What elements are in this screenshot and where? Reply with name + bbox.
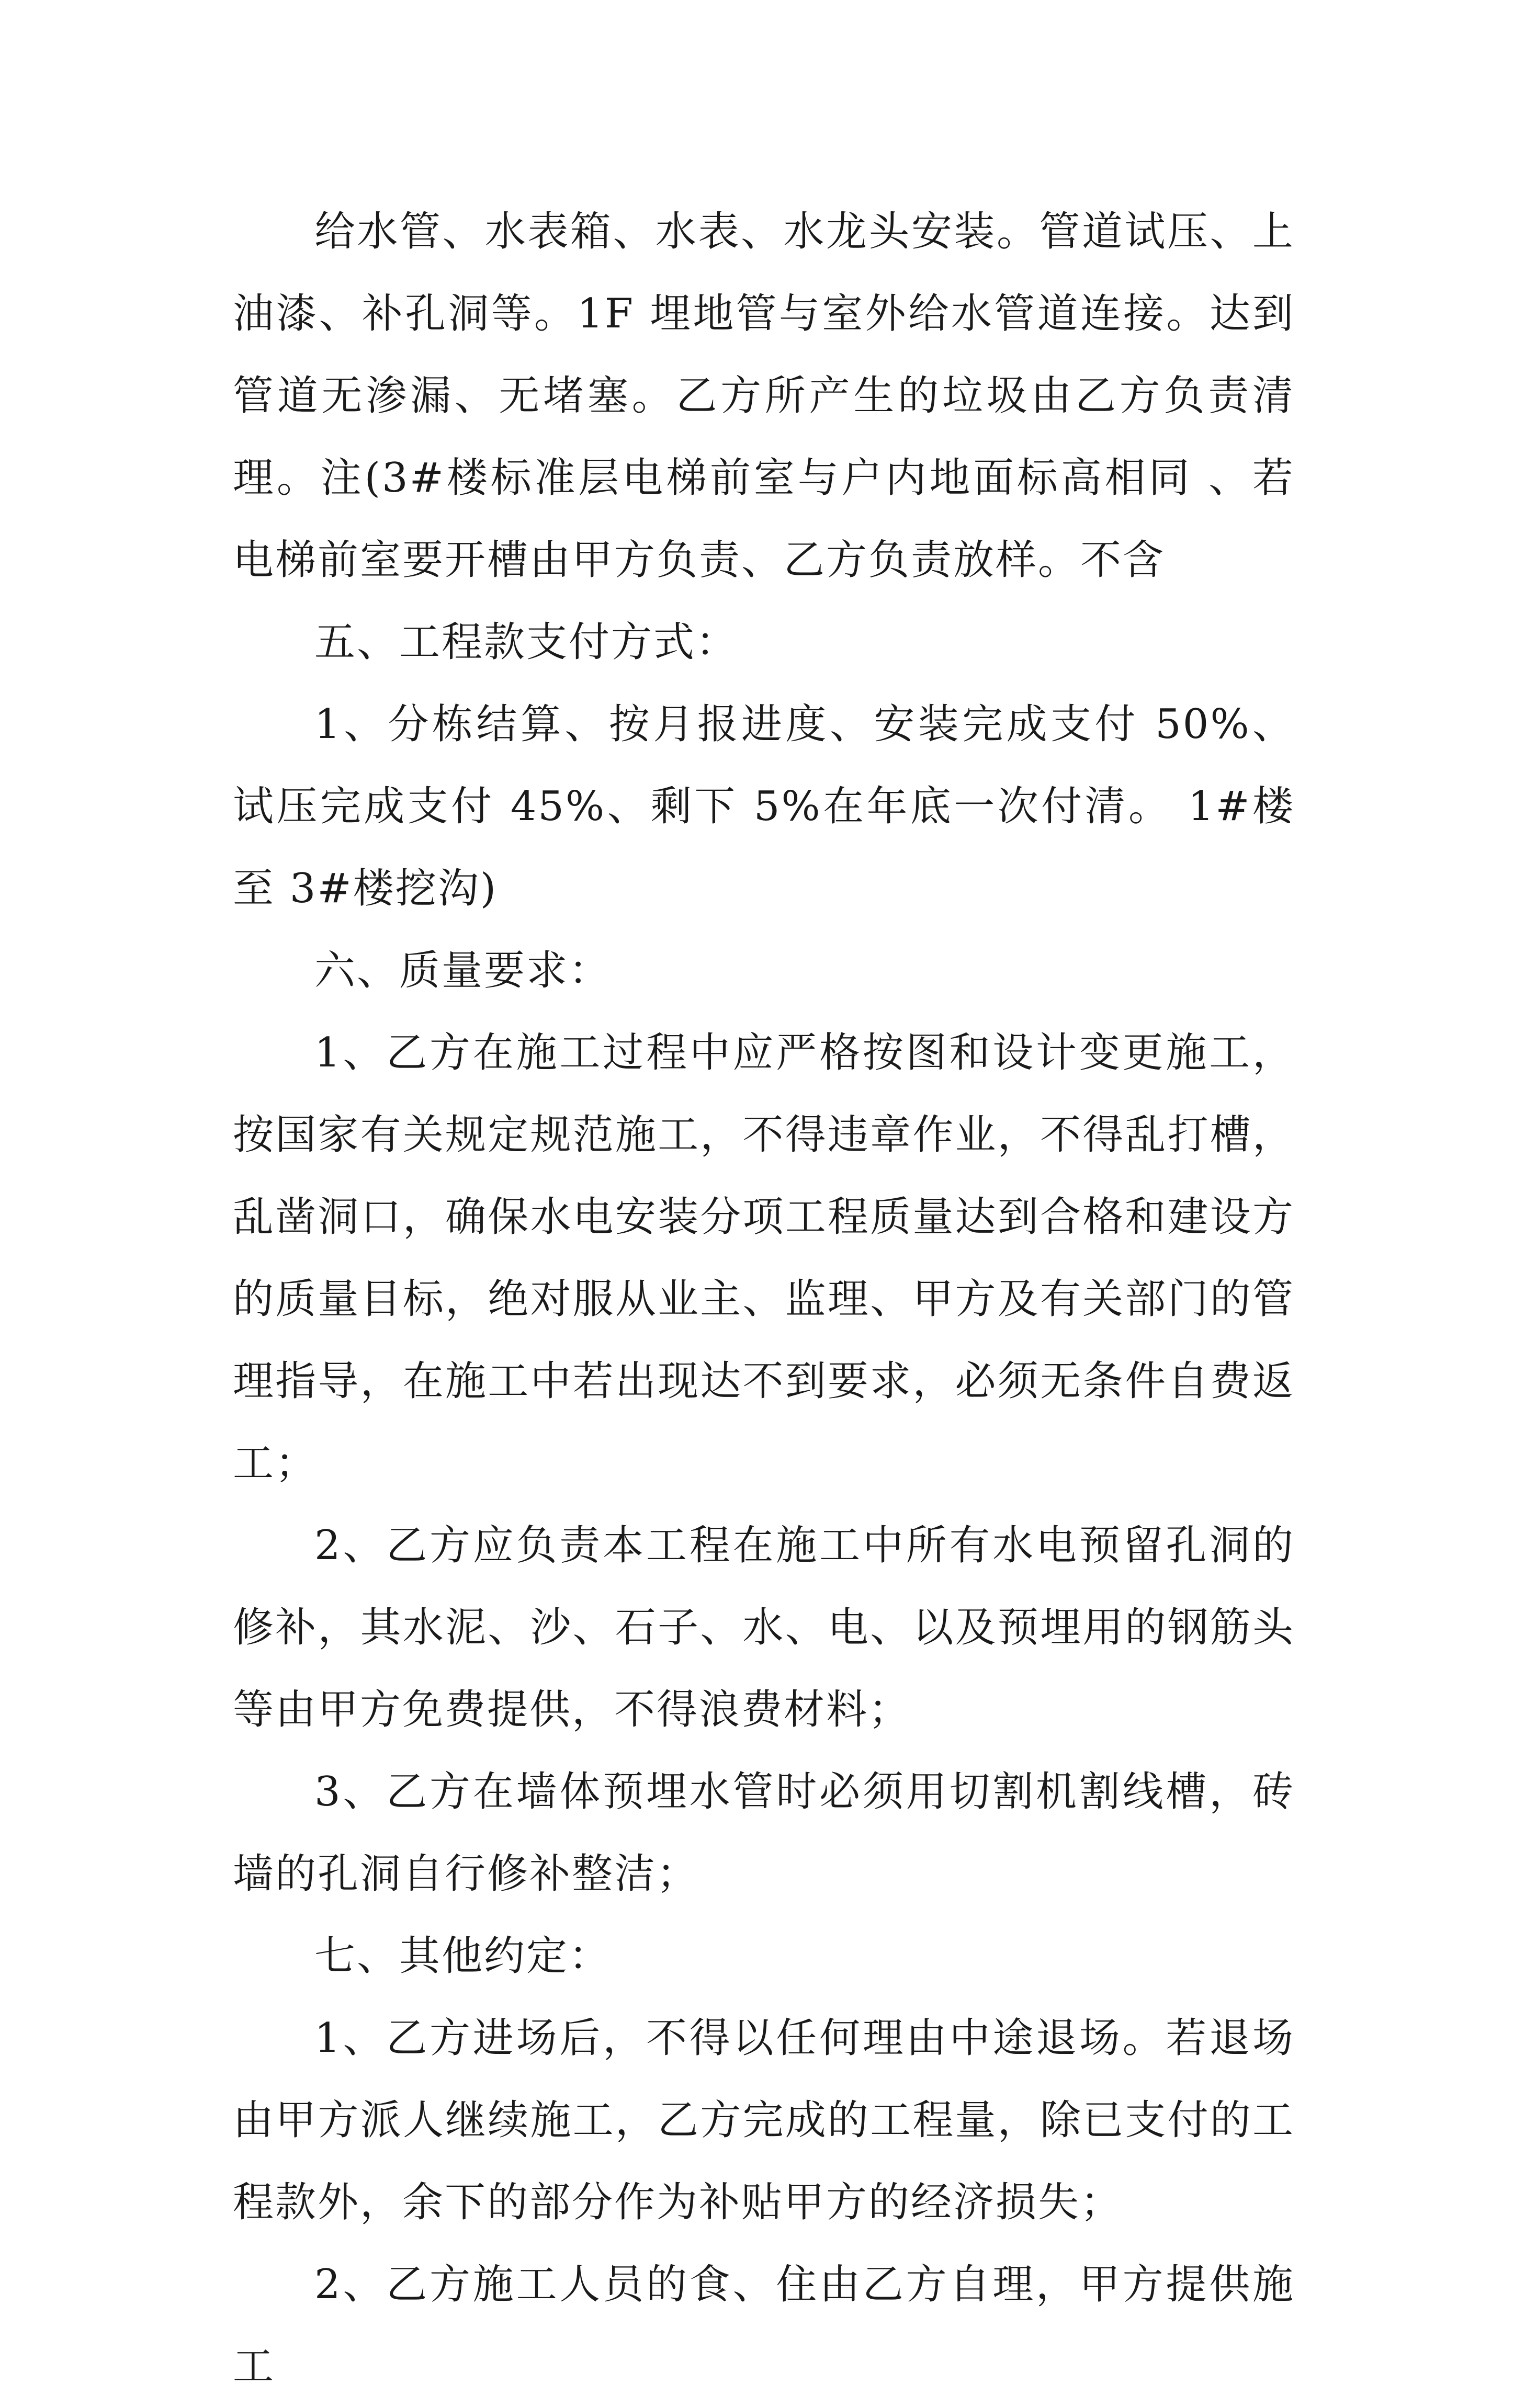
paragraph-scope-of-work: 给水管、水表箱、水表、水龙头安装。管道试压、上油漆、补孔洞等。1F 埋地管与室外给水管道连接。达到管道无渗漏、无堵塞。乙方所产生的垃圾由乙方负责清理。注(3#楼标准层电梯前室与户内地面标高相同 、若电梯前室要开槽由甲方负责、乙方负责放样。不含 (233, 208, 1295, 584)
paragraph-quality-2: 2、乙方应负责本工程在施工中所有水电预留孔洞的修补，其水泥、沙、石子、水、电、以及预埋用的钢筋头等由甲方免费提供，不得浪费材料； (233, 1522, 1295, 1733)
paragraph-payment-terms: 1、分栋结算、按月报进度、安装完成支付 50%、试压完成支付 45%、剩下 5%在年底一次付清。 1#楼至 3#楼挖沟) (233, 701, 1295, 912)
heading-payment-method: 五、工程款支付方式： (314, 619, 739, 666)
paragraph-quality-1: 1、乙方在施工过程中应严格按图和设计变更施工，按国家有关规定规范施工，不得违章作业，不得乱打槽，乱凿洞口，确保水电安装分项工程质量达到合格和建设方的质量目标，绝对服从业主、监理、甲方及有关部门的管理指导，在施工中若出现达不到要求，必须无条件自费返工； (233, 1029, 1295, 1487)
paragraph-quality-3: 3、乙方在墙体预埋水管时必须用切割机割线槽，砖墙的孔洞自行修补整洁； (233, 1768, 1295, 1898)
paragraph-other-2: 2、乙方施工人员的食、住由乙方自理，甲方提供施工 (233, 2261, 1295, 2390)
heading-quality-requirements: 六、质量要求： (314, 947, 612, 994)
heading-other-agreements: 七、其他约定： (314, 1933, 612, 1980)
document-body (233, 191, 1295, 2408)
paragraph-other-1: 1、乙方进场后，不得以任何理由中途退场。若退场由甲方派人继续施工，乙方完成的工程量，除已支付的工程款外，余下的部分作为补贴甲方的经济损失； (233, 2015, 1295, 2226)
